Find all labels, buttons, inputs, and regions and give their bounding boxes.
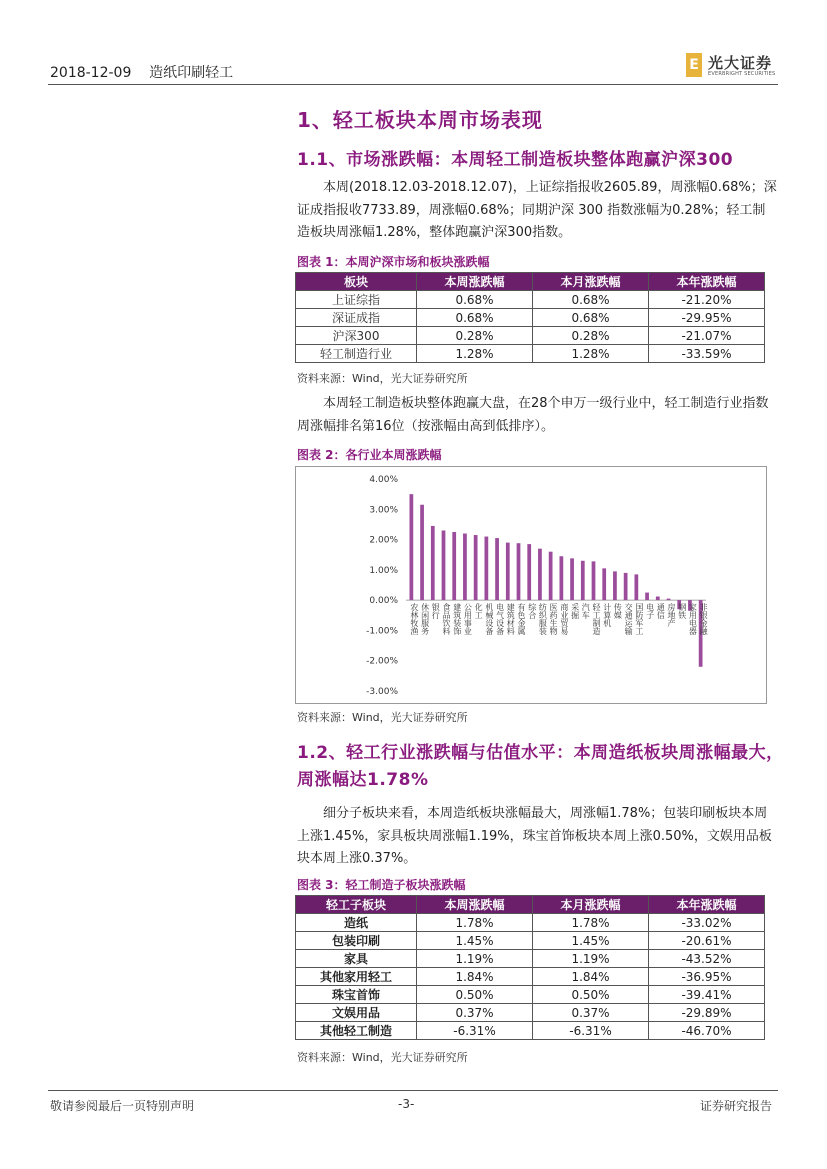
- table-cell: 1.45%: [417, 932, 533, 950]
- bar: [527, 544, 531, 600]
- footer-disclaimer: 敬请参阅最后一页特别声明: [50, 1099, 195, 1113]
- table-cell: -20.61%: [649, 932, 765, 950]
- table-cell: 0.68%: [417, 291, 533, 309]
- bar: [624, 573, 628, 600]
- paragraph-text: 本周(2018.12.03-2018.12.07)，上证综指报收2605.89，周涨幅0.68%；深证成指报收7733.89，周涨幅0.68%；同期沪深 300 指数涨幅为0.28%；轻工制造板块周涨幅1.28%，整体跑赢沪深300指数。: [297, 180, 777, 240]
- table-cell: 0.37%: [533, 1004, 649, 1022]
- table-cell: 0.37%: [417, 1004, 533, 1022]
- table-row: [296, 950, 765, 968]
- table-row: [296, 309, 765, 327]
- table-cell: -39.41%: [649, 986, 765, 1004]
- column-header: 本月涨跌幅: [533, 896, 649, 914]
- table-cell: -43.52%: [649, 950, 765, 968]
- bar: [602, 568, 606, 600]
- x-category-label: 医药生物: [549, 603, 559, 636]
- table-cell: 0.68%: [417, 309, 533, 327]
- paragraph-text: 细分子板块来看，本周造纸板块涨幅最大，周涨幅1.78%；包装印刷板块本周上涨1.45%，家具板块周涨幅1.19%，珠宝首饰板块本周上涨0.50%，文娱用品板块本周上涨0.37%。: [297, 806, 772, 866]
- y-tick-label: 4.00%: [369, 475, 398, 485]
- bar: [506, 543, 510, 601]
- x-category-label: 有色金属: [517, 603, 526, 636]
- bar: [592, 561, 596, 600]
- bar: [442, 530, 446, 600]
- x-category-label: 钢铁: [677, 603, 687, 620]
- table-cell: -29.89%: [649, 1004, 765, 1022]
- table-cell: -36.95%: [649, 968, 765, 986]
- paragraph-text: 本周轻工制造板块整体跑赢大盘，在28个申万一级行业中，轻工制造行业指数周涨幅排名第16位（按涨幅由高到低排序）。: [297, 396, 769, 434]
- y-tick-label: -1.00%: [366, 626, 398, 637]
- x-category-label: 食品饮料: [442, 603, 451, 636]
- x-category-label: 公用事业: [463, 603, 473, 636]
- column-header: 轻工子板块: [296, 896, 417, 914]
- bar: [645, 593, 649, 601]
- bar: [570, 558, 574, 600]
- x-category-label: 交通运输: [624, 603, 634, 636]
- x-category-label: 农林牧渔: [409, 603, 419, 636]
- table-cell: 深证成指: [296, 309, 417, 327]
- table-cell: 家具: [296, 950, 417, 968]
- section-heading: 1、轻工板块本周市场表现: [297, 108, 543, 132]
- table-cell: 0.50%: [417, 986, 533, 1004]
- bar: [431, 526, 435, 600]
- column-header: 本周涨跌幅: [417, 896, 533, 914]
- market-change-table: [295, 272, 765, 363]
- x-category-label: 国防军工: [634, 603, 644, 636]
- bar: [409, 494, 413, 600]
- table-header-row: [296, 273, 765, 291]
- bar: [474, 535, 478, 600]
- bar: [452, 532, 456, 600]
- table-cell: 0.68%: [533, 291, 649, 309]
- bar: [463, 534, 467, 601]
- column-header: 本年涨跌幅: [649, 896, 765, 914]
- table-cell: -6.31%: [417, 1022, 533, 1040]
- x-category-label: 通信: [656, 603, 666, 620]
- table-cell: 0.68%: [533, 309, 649, 327]
- table-cell: 0.50%: [533, 986, 649, 1004]
- table-cell: 上证综指: [296, 291, 417, 309]
- table-row: [296, 986, 765, 1004]
- table-cell: 轻工制造行业: [296, 345, 417, 363]
- y-tick-label: 1.00%: [369, 565, 398, 576]
- table-cell: 文娱用品: [296, 1004, 417, 1022]
- x-category-label: 电子: [645, 603, 655, 620]
- column-header: 本月涨跌幅: [533, 273, 649, 291]
- page-number: -3-: [398, 1097, 415, 1111]
- bar: [549, 552, 553, 600]
- y-tick-label: -2.00%: [366, 656, 398, 667]
- x-category-label: 房地产: [667, 603, 676, 628]
- x-category-label: 综合: [527, 603, 537, 620]
- bar: [667, 599, 671, 601]
- table-row: [296, 291, 765, 309]
- table-source: 资料来源：Wind，光大证券研究所: [297, 1051, 468, 1064]
- table-row: [296, 932, 765, 950]
- logo-chinese-name: 光大证券: [708, 54, 773, 72]
- figure-caption: 图表 2：各行业本周涨跌幅: [297, 448, 442, 462]
- company-logo: [686, 52, 786, 82]
- table-cell: -33.02%: [649, 914, 765, 932]
- x-category-label: 化工: [474, 603, 484, 620]
- table-cell: 1.19%: [417, 950, 533, 968]
- table-cell: 造纸: [296, 914, 417, 932]
- table-header-row: [296, 896, 765, 914]
- table-cell: 0.28%: [533, 327, 649, 345]
- x-category-label: 轻工制造: [592, 603, 601, 636]
- footer-divider: [48, 1090, 778, 1091]
- table-cell: 1.19%: [533, 950, 649, 968]
- y-tick-label: 3.00%: [369, 505, 398, 516]
- table-cell: 1.78%: [533, 914, 649, 932]
- x-category-label: 机械设备: [484, 603, 494, 636]
- x-category-label: 家用电器: [688, 603, 698, 636]
- table-row: [296, 914, 765, 932]
- bar: [517, 543, 521, 600]
- subsection-heading: 1.2、轻工行业涨跌幅与估值水平：本周造纸板块周涨幅最大，周涨幅达1.78%: [297, 743, 784, 790]
- header-date-section: 2018-12-09 造纸印刷轻工: [50, 65, 234, 81]
- column-header: 本年涨跌幅: [649, 273, 765, 291]
- figure-source: 资料来源：Wind，光大证券研究所: [297, 711, 468, 724]
- paragraph: [297, 393, 777, 438]
- table-cell: 珠宝首饰: [296, 986, 417, 1004]
- table-cell: -46.70%: [649, 1022, 765, 1040]
- table-cell: 0.28%: [417, 327, 533, 345]
- table-cell: 1.28%: [533, 345, 649, 363]
- x-category-label: 传媒: [613, 603, 623, 620]
- table-cell: -6.31%: [533, 1022, 649, 1040]
- table-cell: -21.20%: [649, 291, 765, 309]
- table-row: [296, 345, 765, 363]
- table-row: [296, 327, 765, 345]
- table-caption: 图表 1：本周沪深市场和板块涨跌幅: [297, 255, 490, 269]
- bar: [634, 574, 638, 600]
- bar: [656, 597, 660, 601]
- subsection-heading: 1.1、市场涨跌幅：本周轻工制造板块整体跑赢沪深300: [297, 150, 734, 170]
- table-cell: 包装印刷: [296, 932, 417, 950]
- x-category-label: 建筑材料: [506, 603, 516, 636]
- table-cell: 其他家用轻工: [296, 968, 417, 986]
- y-tick-label: 0.00%: [369, 596, 398, 607]
- x-category-label: 建筑装饰: [452, 603, 462, 636]
- logo-english-name: EVERBRIGHT SECURITIES: [708, 71, 776, 77]
- paragraph: [297, 177, 777, 245]
- table-cell: 1.84%: [533, 968, 649, 986]
- x-category-label: 电气设备: [495, 603, 505, 636]
- bar: [420, 505, 424, 600]
- table-cell: -29.95%: [649, 309, 765, 327]
- bar: [484, 537, 488, 601]
- table-cell: -21.07%: [649, 327, 765, 345]
- x-category-label: 采掘: [570, 603, 580, 620]
- table-cell: 沪深300: [296, 327, 417, 345]
- x-category-label: 休闲服务: [420, 603, 430, 636]
- table-cell: 1.84%: [417, 968, 533, 986]
- table-row: [296, 1022, 765, 1040]
- industry-change-bar-chart: [296, 467, 766, 703]
- x-category-label: 非银金融: [699, 603, 709, 636]
- bar: [559, 556, 563, 600]
- y-tick-label: -3.00%: [366, 687, 398, 697]
- column-header: 板块: [296, 273, 417, 291]
- x-category-label: 银行: [431, 603, 441, 620]
- logo-mark-icon: E: [686, 53, 702, 77]
- table-cell: 1.45%: [533, 932, 649, 950]
- bar: [538, 549, 542, 600]
- y-tick-label: 2.00%: [369, 535, 398, 546]
- x-category-label: 商业贸易: [559, 603, 569, 636]
- bar: [613, 571, 617, 600]
- table-cell: -33.59%: [649, 345, 765, 363]
- footer-report-type: 证券研究报告: [700, 1099, 773, 1113]
- sub-sector-change-table: [295, 895, 765, 1040]
- x-category-label: 纺织服装: [538, 603, 548, 636]
- x-category-label: 汽车: [581, 603, 591, 620]
- chart-frame: [295, 466, 767, 704]
- table-cell: 1.28%: [417, 345, 533, 363]
- table-cell: 其他轻工制造: [296, 1022, 417, 1040]
- table-caption: 图表 3：轻工制造子板块涨跌幅: [297, 878, 466, 892]
- table-source: 资料来源：Wind，光大证券研究所: [297, 372, 468, 385]
- table-row: [296, 1004, 765, 1022]
- table-row: [296, 968, 765, 986]
- header-divider: [48, 84, 778, 85]
- column-header: 本周涨跌幅: [417, 273, 533, 291]
- x-category-label: 计算机: [602, 603, 612, 628]
- table-cell: 1.78%: [417, 914, 533, 932]
- bar: [495, 538, 499, 600]
- paragraph: [297, 803, 777, 871]
- bar: [581, 561, 585, 600]
